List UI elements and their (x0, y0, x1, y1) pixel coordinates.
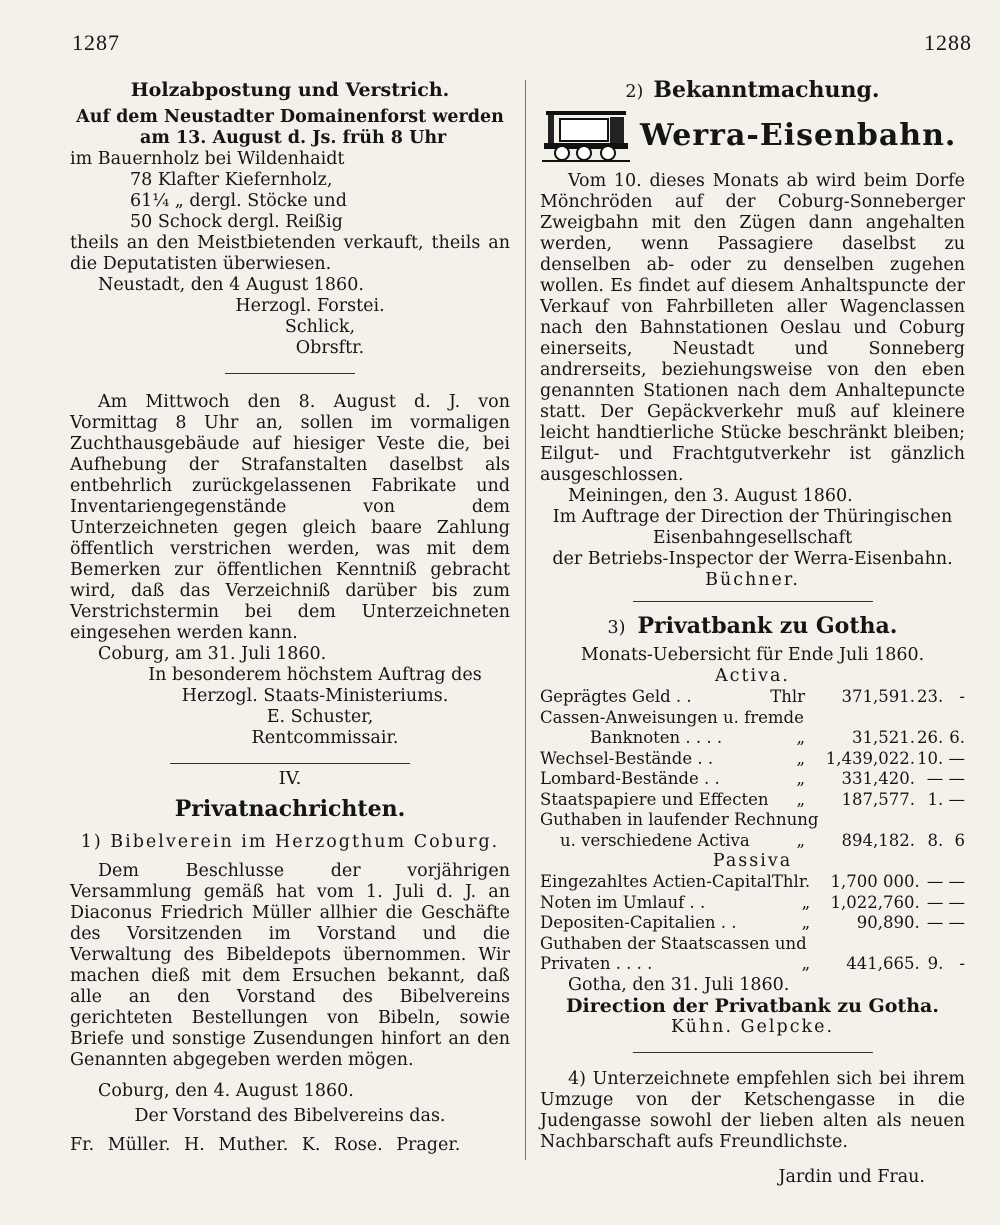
zucht-date: Coburg, am 31. Juli 1860. (98, 644, 327, 664)
bank-date: Gotha, den 31. Juli 1860. (568, 974, 790, 995)
row-label: Depositen-Capitalien . . (540, 913, 737, 932)
row-label: Wechsel-Bestände . . (540, 748, 714, 768)
rule-2 (170, 763, 410, 764)
left-column (70, 80, 510, 1156)
holz-line6: 50 Schock dergl. Reißig (130, 212, 343, 232)
zucht-sign3: E. Schuster, (266, 707, 374, 727)
row-pfennig: — (948, 748, 965, 768)
zucht-notice (70, 392, 510, 749)
row-groschen: — (926, 769, 944, 788)
bank-subtitle: Monats-Uebersicht für Ende Juli 1860. (580, 645, 925, 665)
werra-text: Vom 10. dieses Monats ab wird beim Dorfe Mönchröden auf der Coburg-Sonneberger Zweigbahn mit den Zügen dann angehalten werden, wenn Passagiere daselbst zu denselben ab- oder zu denselben zugehen wollen. Es findet auf diesem Anhaltspuncte der Verkauf von Fahrbilleten aller Wagenclassen nach den Bahnstationen Oeslau und Coburg einerseits, Neustadt und Sonneberg andrerseits, beziehungsweise von den eben genannten Stationen nach dem Anhaltepuncte statt. Der Gepäckverkehr muß auf kleinere leicht handtierliche Stücke beschränkt bleiben; Eilgut- und Frachtgutverkehr ist gänzlich ausgeschlossen. (540, 171, 965, 485)
row-currency: Thlr (770, 687, 805, 706)
right-column (540, 77, 965, 1188)
werra-date: Meiningen, den 3. August 1860. (568, 486, 853, 506)
bibel-notice (70, 832, 510, 1156)
holz-date: Neustadt, den 4 August 1860. (98, 275, 364, 295)
page-number-right: 1288 (924, 30, 972, 55)
section-iv: IV. (278, 768, 302, 789)
holz-sign2: Schlick, (284, 317, 356, 337)
row-pfennig: — (948, 892, 965, 912)
row-pfennig: 6. (949, 728, 965, 747)
bank-header (540, 613, 965, 639)
table-row (540, 872, 965, 893)
page-number-left: 1287 (72, 30, 120, 55)
table-row (540, 708, 965, 729)
table-row (540, 769, 965, 790)
row-pfennig: - (959, 954, 965, 973)
table-row (540, 810, 965, 831)
locomotive-icon (540, 107, 632, 163)
row-currency: „ (796, 728, 805, 747)
row-pfennig: — (948, 872, 965, 891)
activa-table (540, 687, 965, 851)
bank-number: 3) (607, 618, 626, 638)
holz-line5: 61¼ „ dergl. Stöcke und (130, 191, 347, 211)
row-groschen: — (926, 913, 944, 932)
umzug-sign: Jardin und Frau. (778, 1166, 925, 1187)
passiva-label: Passiva (712, 851, 793, 871)
bibel-names: Fr. Müller. H. Muther. K. Rose. Prager. (70, 1135, 461, 1155)
bank-title: Privatbank zu Gotha. (637, 613, 898, 639)
row-label: Staatspapiere und Effecten (540, 789, 769, 809)
bibel-text: Dem Beschlusse der vorjährigen Versammlung gemäß hat vom 1. Juli d. J. an Diaconus Friedrich Müller allhier die Geschäfte des Vorsitzenden im Vorstand und die Verwaltung des Bibeldepots übernommen. Wir machen dieß mit dem Ersuchen bekannt, daß alle an den Vorstand des Bibelvereins gerichteten Bestellungen von Bibeln, sowie Briefe und sonstige Zusendungen hinfort an den Genannten abgegeben werden mögen. (70, 861, 510, 1070)
holz-title: Holzabpostung und Verstrich. (130, 79, 450, 101)
row-pfennig: — (948, 789, 965, 809)
werra-header (540, 107, 965, 163)
passiva-table (540, 872, 965, 975)
row-amount: 1,439,022. (825, 748, 915, 768)
table-row (540, 934, 965, 955)
column-divider (525, 80, 526, 1160)
holz-sign3: Obrsftr. (295, 338, 365, 358)
row-amount: 90,890. (856, 913, 920, 932)
holz-line7: theils an den Meistbietenden verkauft, theils an die Deputatisten überwiesen. (70, 233, 510, 274)
row-label: Banknoten . . . . (590, 728, 723, 747)
bek-title: Bekanntmachung. (653, 77, 880, 103)
row-amount: 331,420. (841, 769, 915, 788)
table-row (540, 687, 965, 708)
row-amount: 1,022,760. (830, 892, 920, 912)
umzug-notice (540, 1069, 965, 1188)
holz-line4: 78 Klafter Kiefernholz, (130, 170, 333, 190)
bibel-sign: Der Vorstand des Bibelvereins das. (134, 1106, 446, 1126)
row-label: Guthaben in laufender Rechnung (540, 810, 819, 829)
row-amount: 31,521. (852, 728, 915, 747)
row-groschen: 26. (917, 728, 944, 747)
row-groschen: 1. (927, 789, 944, 809)
row-currency: „ (796, 769, 805, 788)
row-label: Guthaben der Staatscassen und (540, 933, 807, 953)
row-currency: Thlr. (771, 872, 811, 891)
row-label: Lombard-Bestände . . (540, 769, 720, 788)
row-amount: 187,577. (841, 789, 915, 809)
table-row (540, 728, 965, 749)
zucht-sign2: Herzogl. Staats-Ministeriums. (181, 686, 449, 706)
row-groschen: 23. (917, 687, 944, 706)
row-label: Geprägtes Geld . . (540, 687, 692, 706)
row-label: Eingezahltes Actien-Capital (540, 872, 772, 891)
holz-line1: Auf dem Neustadter Domainenforst werden (76, 107, 504, 127)
row-groschen: 9. (927, 954, 944, 973)
werra-sign3: der Betriebs-Inspector der Werra-Eisenbahn. (552, 549, 953, 569)
activa-label: Activa. (715, 666, 790, 686)
row-label: Noten im Umlauf . . (540, 892, 706, 912)
zucht-sign4: Rentcommissair. (251, 728, 399, 748)
umzug-text: 4) Unterzeichnete empfehlen sich bei ihrem Umzuge von der Ketschengasse in die Judengasse sowohl der lieben alten als neuen Nachbarschaft aufs Freundlichste. (540, 1068, 965, 1152)
holz-line3: im Bauernholz bei Wildenhaidt (70, 149, 345, 169)
werra-sign2: Eisenbahngesellschaft (652, 528, 853, 548)
row-pfennig: 6 (954, 830, 965, 850)
bank-notice (540, 613, 965, 1038)
row-currency: „ (796, 830, 805, 850)
werra-title: Werra-Eisenbahn. (640, 117, 957, 153)
bibel-heading: 1) Bibelverein im Herzogthum Coburg. (80, 832, 500, 852)
table-row (540, 790, 965, 811)
row-groschen: — (926, 892, 944, 912)
table-row (540, 749, 965, 770)
table-row (540, 954, 965, 975)
row-label: u. verschiedene Activa (560, 830, 750, 850)
werra-sign4: Büchner. (705, 570, 800, 590)
rule-1 (225, 373, 355, 374)
row-amount: 441,665. (846, 954, 920, 973)
rule-4 (633, 1052, 873, 1053)
table-row (540, 893, 965, 914)
holz-notice (70, 80, 510, 359)
bek-number: 2) (625, 82, 644, 102)
werra-notice (540, 171, 965, 591)
bank-sign2: Kühn. Gelpcke. (670, 1016, 835, 1037)
row-amount: 894,182. (841, 830, 915, 850)
row-label: Privaten . . . . (540, 954, 653, 973)
row-currency: „ (801, 913, 811, 932)
bank-sign1: Direction der Privatbank zu Gotha. (566, 994, 939, 1017)
privat-title: Privatnachrichten. (174, 796, 406, 822)
row-groschen: 10. (917, 748, 944, 768)
row-amount: 371,591. (841, 687, 915, 706)
row-pfennig: - (959, 687, 965, 706)
zucht-sign1: In besonderem höchstem Auftrag des (148, 665, 482, 685)
bibel-date: Coburg, den 4. August 1860. (98, 1081, 354, 1101)
holz-line2: am 13. August d. Js. früh 8 Uhr (140, 128, 447, 148)
table-row (540, 831, 965, 852)
bekanntmachung-header (540, 77, 965, 103)
row-groschen: — (926, 872, 944, 891)
row-amount: 1,700 000. (830, 872, 920, 891)
werra-sign1: Im Auftrage der Direction der Thüringischen (552, 507, 953, 527)
row-currency: „ (796, 748, 805, 768)
row-label: Cassen-Anweisungen u. fremde (540, 707, 804, 727)
zucht-text: Am Mittwoch den 8. August d. J. von Vormittag 8 Uhr an, sollen im vormaligen Zuchthausgebäude auf hiesiger Veste die, bei Aufhebung der Strafanstalten daselbst als entbehrlich zurückgelassenen Fabrikate und Inventariengegenstände von dem Unterzeichneten gegen gleich baare Zahlung öffentlich verstrichen werden, was mit dem Bemerken zur öffentlichen Kenntniß gebracht wird, daß das Verzeichniß darüber bis zum Verstrichstermin bei dem Unterzeichneten eingesehen werden kann. (70, 392, 510, 643)
row-currency: „ (801, 954, 811, 973)
holz-sign1: Herzogl. Forstei. (235, 296, 385, 316)
row-pfennig: — (948, 769, 965, 788)
table-row (540, 913, 965, 934)
row-currency: „ (801, 892, 811, 912)
row-pfennig: — (948, 913, 965, 932)
rule-3 (633, 601, 873, 602)
row-currency: „ (796, 789, 805, 809)
row-groschen: 8. (927, 830, 944, 850)
